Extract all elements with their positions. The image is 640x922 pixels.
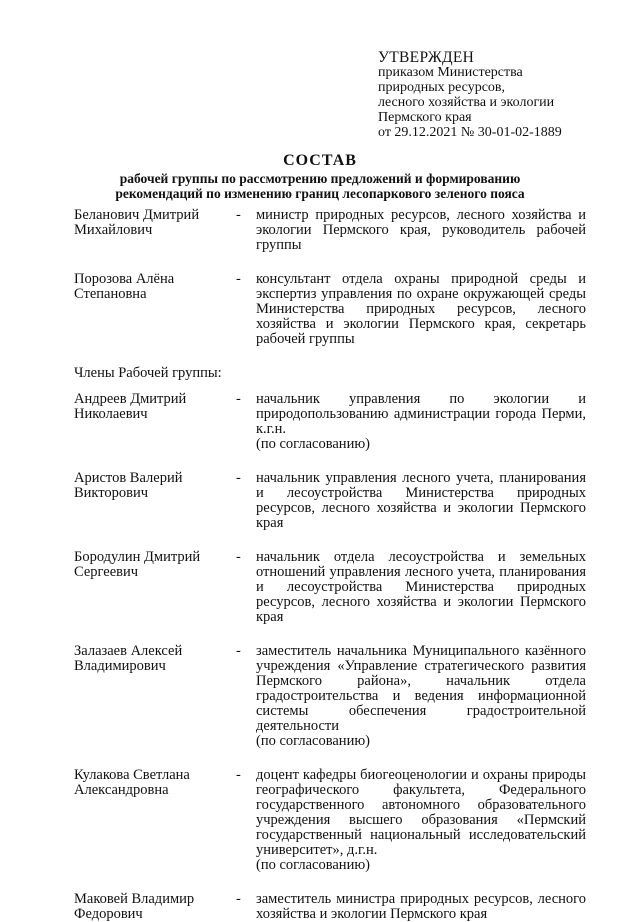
members-list xyxy=(74,208,586,922)
member-note: (по согласованию) xyxy=(256,436,370,452)
member-name-line: Бородулин Дмитрий xyxy=(74,549,201,565)
leader-row xyxy=(74,272,586,347)
member-position-text: доцент кафедры биогеоценологии и охраны природы географического факультета, Федерального государственного автономного образовательного учреждения высшего образования «Пермский государственный национальный исследовательский университет», д.г.н. xyxy=(256,767,586,858)
approval-line: приказом Министерства xyxy=(378,65,523,80)
approval-title: УТВЕРЖДЕН xyxy=(378,49,475,66)
member-name xyxy=(74,550,236,580)
member-position-text: начальник управления по экологии и природопользованию администрации города Перми, к.г.н. xyxy=(256,391,586,437)
member-row xyxy=(74,892,586,922)
member-name-line: Николаевич xyxy=(74,406,148,422)
member-name xyxy=(74,208,236,238)
dash: - xyxy=(236,207,241,223)
member-position xyxy=(256,392,586,452)
dash: - xyxy=(236,391,241,407)
member-note: (по согласованию) xyxy=(256,733,370,749)
approval-order-ref: от 29.12.2021 № 30-01-02-1889 xyxy=(378,125,562,140)
document-heading xyxy=(0,151,640,201)
dash: - xyxy=(236,271,241,287)
approval-line: природных ресурсов, xyxy=(378,80,506,95)
member-name xyxy=(74,392,236,422)
member-name-line: Сергеевич xyxy=(74,564,139,580)
member-name-line: Федорович xyxy=(74,906,143,922)
member-name-line: Андреев Дмитрий xyxy=(74,391,187,407)
dash: - xyxy=(236,767,241,783)
approval-stamp xyxy=(378,50,562,140)
members-group-label: Члены Рабочей группы: xyxy=(74,365,222,381)
member-note: (по согласованию) xyxy=(256,857,370,873)
member-name-line: Степановна xyxy=(74,286,147,302)
member-name xyxy=(74,644,236,674)
member-name-line: Беланович Дмитрий xyxy=(74,207,200,223)
member-name-line: Маковей Владимир xyxy=(74,891,195,907)
dash: - xyxy=(236,891,241,907)
member-position: заместитель министра природных ресурсов, лесного хозяйства и экологии Пермского края xyxy=(256,891,586,922)
member-row xyxy=(74,550,586,625)
member-name xyxy=(74,272,236,302)
dash: - xyxy=(236,643,241,659)
member-name-line: Владимирович xyxy=(74,658,166,674)
member-position: начальник отдела лесоустройства и земельных отношений управления лесного учета, планирования и лесоустройства Министерства природных ресурсов, лесного хозяйства и экологии Пермского края xyxy=(256,549,586,625)
heading-line: рабочей группы по рассмотрению предложений и формированию xyxy=(119,171,521,186)
member-name-line: Порозова Алёна xyxy=(74,271,175,287)
leader-row xyxy=(74,208,586,253)
member-position: министр природных ресурсов, лесного хозяйства и экологии Пермского края, руководитель рабочей группы xyxy=(256,207,586,253)
approval-line: Пермского края xyxy=(378,110,472,125)
member-row xyxy=(74,471,586,531)
member-row xyxy=(74,392,586,452)
member-position: консультант отдела охраны природной среды и экспертиз управления по охране окружающей среды Министерства природных ресурсов, лесного хозяйства и экологии Пермского края, секретарь рабочей группы xyxy=(256,271,586,347)
approval-line: лесного хозяйства и экологии xyxy=(378,95,555,110)
member-position xyxy=(256,644,586,749)
heading-title: СОСТАВ xyxy=(283,152,357,169)
member-row xyxy=(74,644,586,749)
member-name-line: Александровна xyxy=(74,782,169,798)
member-name-line: Михайлович xyxy=(74,222,153,238)
member-name xyxy=(74,892,236,922)
dash: - xyxy=(236,549,241,565)
member-row xyxy=(74,768,586,873)
member-name-line: Залазаев Алексей xyxy=(74,643,183,659)
member-name-line: Кулакова Светлана xyxy=(74,767,190,783)
member-position-text: заместитель начальника Муниципального казённого учреждения «Управление стратегического развития Пермского района», начальник отдела градостроительства и ведения информационной системы обеспечения градостроительной деятельности xyxy=(256,643,586,734)
member-name-line: Викторович xyxy=(74,485,149,501)
member-position: начальник управления лесного учета, планирования и лесоустройства Министерства природных ресурсов, лесного хозяйства и экологии Пермского края xyxy=(256,470,586,531)
member-name xyxy=(74,768,236,798)
heading-line: рекомендаций по изменению границ лесопаркового зеленого пояса xyxy=(115,186,525,201)
member-position xyxy=(256,768,586,873)
dash: - xyxy=(236,470,241,486)
member-name-line: Аристов Валерий xyxy=(74,470,183,486)
member-name xyxy=(74,471,236,501)
